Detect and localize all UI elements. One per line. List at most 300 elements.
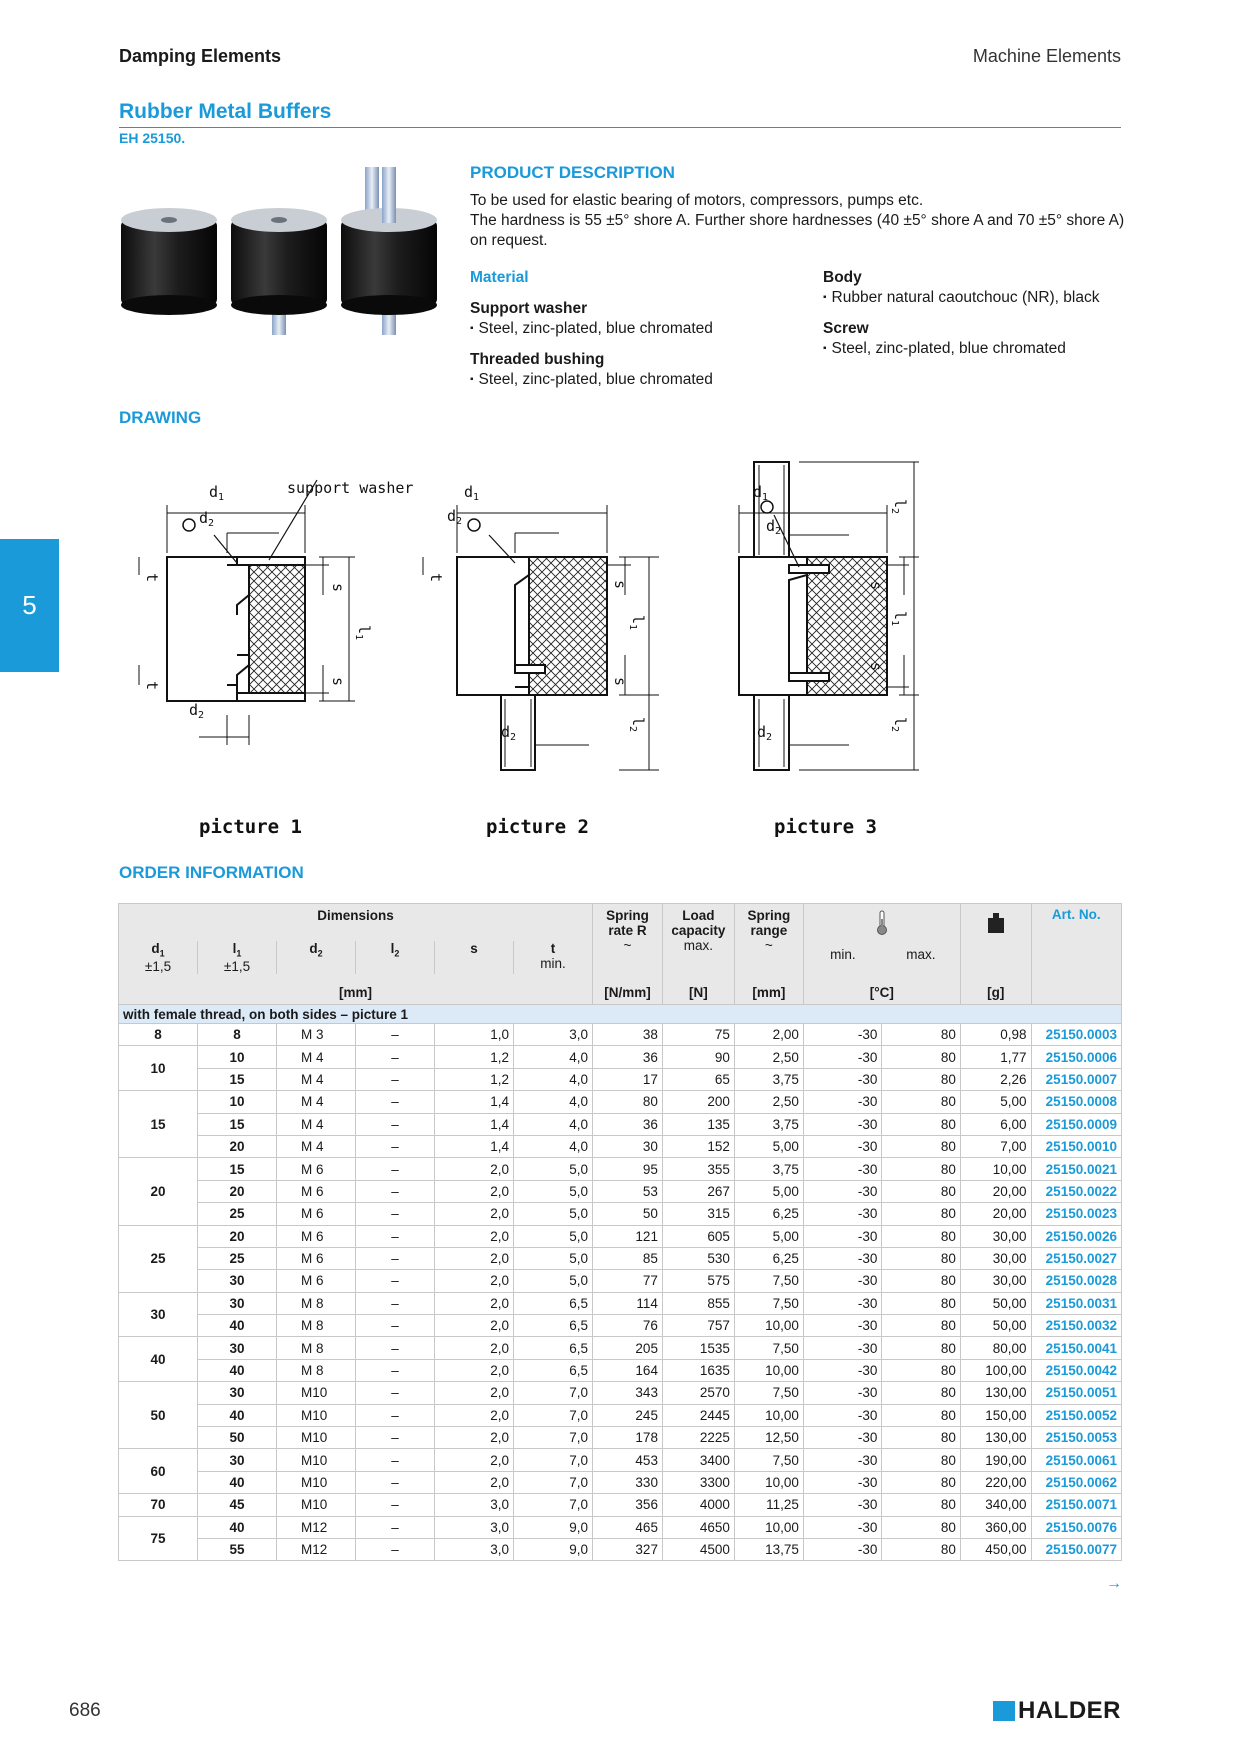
- cell-tmin: -30: [803, 1091, 882, 1113]
- cell-R: 30: [593, 1135, 663, 1157]
- header-art-no: Art. No.: [1031, 904, 1121, 1005]
- cell-s: 1,4: [435, 1113, 514, 1135]
- cell-range: 7,50: [734, 1382, 803, 1404]
- cell-t: 7,0: [514, 1449, 593, 1471]
- cell-art[interactable]: 25150.0010: [1031, 1135, 1121, 1157]
- cell-R: 205: [593, 1337, 663, 1359]
- cell-R: 38: [593, 1024, 663, 1046]
- cell-t: 5,0: [514, 1270, 593, 1292]
- section-header: Machine Elements: [972, 46, 1121, 66]
- cell-R: 327: [593, 1538, 663, 1560]
- cell-l2: –: [356, 1158, 435, 1180]
- cell-range: 10,00: [734, 1315, 803, 1337]
- unit-n: [N]: [689, 985, 708, 1000]
- material-column-right: [823, 268, 1123, 359]
- cell-d1: 60: [119, 1449, 198, 1494]
- cell-l1: 8: [198, 1024, 277, 1046]
- cell-d2: M 6: [277, 1247, 356, 1269]
- chapter-tab[interactable]: [0, 539, 59, 672]
- screw-value: ▪ Steel, zinc-plated, blue chromated: [823, 339, 1123, 359]
- cell-art[interactable]: 25150.0051: [1031, 1382, 1121, 1404]
- cell-F: 855: [662, 1292, 734, 1314]
- cell-F: 530: [662, 1247, 734, 1269]
- cell-R: 36: [593, 1046, 663, 1068]
- cell-g: 6,00: [960, 1113, 1031, 1135]
- label-l1-pic1: $l_1$: [353, 625, 373, 641]
- cell-range: 10,00: [734, 1404, 803, 1426]
- header-d1: $d_1$ ±1,5: [119, 941, 198, 974]
- table-row: [119, 1292, 1122, 1314]
- drawing-picture-2: [423, 505, 659, 770]
- header-d2: $d_2$: [277, 941, 356, 974]
- cell-d2: M 6: [277, 1180, 356, 1202]
- cell-range: 11,25: [734, 1494, 803, 1516]
- cell-g: 5,00: [960, 1091, 1031, 1113]
- label-l1-pic2: $l_1$: [627, 615, 647, 631]
- cell-tmax: 80: [882, 1538, 961, 1560]
- cell-g: 20,00: [960, 1180, 1031, 1202]
- cell-d2: M10: [277, 1404, 356, 1426]
- cell-l2: –: [356, 1046, 435, 1068]
- cell-l2: –: [356, 1292, 435, 1314]
- cell-tmin: -30: [803, 1068, 882, 1090]
- cell-art[interactable]: 25150.0032: [1031, 1315, 1121, 1337]
- cell-R: 356: [593, 1494, 663, 1516]
- cell-tmax: 80: [882, 1404, 961, 1426]
- cell-l2: –: [356, 1471, 435, 1493]
- cell-tmin: -30: [803, 1538, 882, 1560]
- cell-d2: M 6: [277, 1225, 356, 1247]
- cell-range: 12,50: [734, 1427, 803, 1449]
- load-max: max.: [683, 938, 714, 953]
- cell-l1: 10: [198, 1046, 277, 1068]
- cell-art[interactable]: 25150.0052: [1031, 1404, 1121, 1426]
- cell-art[interactable]: 25150.0053: [1031, 1427, 1121, 1449]
- label-d2-pic1-bottom: $d_2$: [189, 701, 205, 721]
- temp-min-header: min.: [830, 947, 856, 962]
- cell-R: 76: [593, 1315, 663, 1337]
- cell-F: 4500: [662, 1538, 734, 1560]
- brand-name: HALDER: [1018, 1697, 1121, 1724]
- next-page-arrow[interactable]: →: [1106, 1575, 1122, 1592]
- cell-tmax: 80: [882, 1225, 961, 1247]
- cell-l1: 50: [198, 1427, 277, 1449]
- cell-d2: M10: [277, 1494, 356, 1516]
- cell-tmax: 80: [882, 1158, 961, 1180]
- cell-d2: M 6: [277, 1203, 356, 1225]
- cell-art[interactable]: 25150.0006: [1031, 1046, 1121, 1068]
- cell-t: 7,0: [514, 1494, 593, 1516]
- cell-tmax: 80: [882, 1494, 961, 1516]
- thermometer-icon: [804, 904, 960, 939]
- cell-R: 77: [593, 1270, 663, 1292]
- cell-tmax: 80: [882, 1449, 961, 1471]
- cell-range: 5,00: [734, 1135, 803, 1157]
- label-s-pic1-top: s: [329, 583, 347, 593]
- table-row: [119, 1135, 1122, 1157]
- label-s-pic3-bottom: s: [867, 662, 885, 672]
- table-row: [119, 1068, 1122, 1090]
- cell-d2: M 4: [277, 1046, 356, 1068]
- product-photo: [119, 165, 449, 335]
- cell-range: 2,50: [734, 1091, 803, 1113]
- cell-s: 3,0: [435, 1516, 514, 1538]
- cell-R: 343: [593, 1382, 663, 1404]
- cell-range: 6,25: [734, 1247, 803, 1269]
- cell-F: 1535: [662, 1337, 734, 1359]
- cell-d2: M 6: [277, 1158, 356, 1180]
- cell-g: 130,00: [960, 1427, 1031, 1449]
- screw-label: Screw: [823, 320, 869, 337]
- cell-s: 2,0: [435, 1203, 514, 1225]
- cell-tmax: 80: [882, 1203, 961, 1225]
- cell-tmin: -30: [803, 1315, 882, 1337]
- table-row: [119, 1471, 1122, 1493]
- cell-t: 5,0: [514, 1158, 593, 1180]
- cell-g: 190,00: [960, 1449, 1031, 1471]
- cell-d1: 75: [119, 1516, 198, 1561]
- cell-tmin: -30: [803, 1292, 882, 1314]
- table-row: [119, 1180, 1122, 1202]
- cell-t: 6,5: [514, 1315, 593, 1337]
- cell-s: 2,0: [435, 1382, 514, 1404]
- cell-g: 450,00: [960, 1538, 1031, 1560]
- cell-F: 135: [662, 1113, 734, 1135]
- support-washer-value: ▪ Steel, zinc-plated, blue chromated: [470, 319, 800, 339]
- cell-tmin: -30: [803, 1225, 882, 1247]
- label-d2-pic3: $d_2$: [766, 517, 782, 537]
- cell-l2: –: [356, 1427, 435, 1449]
- label-t-pic2: t: [427, 573, 445, 583]
- cell-F: 75: [662, 1024, 734, 1046]
- cell-tmax: 80: [882, 1270, 961, 1292]
- cell-range: 5,00: [734, 1180, 803, 1202]
- cell-d2: M10: [277, 1427, 356, 1449]
- cell-d2: M10: [277, 1449, 356, 1471]
- cell-art[interactable]: 25150.0031: [1031, 1292, 1121, 1314]
- table-row: [119, 1247, 1122, 1269]
- cell-art[interactable]: 25150.0003: [1031, 1024, 1121, 1046]
- cell-tmax: 80: [882, 1024, 961, 1046]
- cell-d2: M 3: [277, 1024, 356, 1046]
- cell-F: 3300: [662, 1471, 734, 1493]
- cell-t: 7,0: [514, 1471, 593, 1493]
- label-d1-pic3: $d_1$: [753, 483, 769, 503]
- cell-art[interactable]: 25150.0008: [1031, 1091, 1121, 1113]
- cell-F: 2570: [662, 1382, 734, 1404]
- table-row: [119, 1046, 1122, 1068]
- label-l2-pic3-bottom: $l_2$: [889, 717, 909, 733]
- cell-tmin: -30: [803, 1270, 882, 1292]
- cell-g: 0,98: [960, 1024, 1031, 1046]
- cell-range: 7,50: [734, 1292, 803, 1314]
- halder-logo-mark: [993, 1701, 1015, 1721]
- cell-art[interactable]: 25150.0077: [1031, 1538, 1121, 1560]
- cell-t: 6,5: [514, 1337, 593, 1359]
- cell-F: 2445: [662, 1404, 734, 1426]
- cell-l1: 55: [198, 1538, 277, 1560]
- table-row: [119, 1270, 1122, 1292]
- cell-range: 2,50: [734, 1046, 803, 1068]
- cell-l1: 40: [198, 1359, 277, 1381]
- cell-l1: 40: [198, 1315, 277, 1337]
- cell-l1: 25: [198, 1247, 277, 1269]
- cell-g: 10,00: [960, 1158, 1031, 1180]
- cell-tmin: -30: [803, 1158, 882, 1180]
- cell-s: 1,4: [435, 1091, 514, 1113]
- cell-range: 10,00: [734, 1359, 803, 1381]
- cell-t: 4,0: [514, 1091, 593, 1113]
- cell-g: 30,00: [960, 1225, 1031, 1247]
- cell-l1: 25: [198, 1203, 277, 1225]
- cell-R: 80: [593, 1091, 663, 1113]
- cell-range: 6,25: [734, 1203, 803, 1225]
- header-spring-range: Spring range: [747, 908, 791, 938]
- chapter-number: 5: [22, 590, 37, 620]
- cell-R: 465: [593, 1516, 663, 1538]
- label-s-pic3-top: s: [867, 581, 885, 591]
- cell-art[interactable]: 25150.0021: [1031, 1158, 1121, 1180]
- label-d2-pic2: $d_2$: [447, 507, 463, 527]
- cell-art[interactable]: 25150.0061: [1031, 1449, 1121, 1471]
- cell-t: 5,0: [514, 1180, 593, 1202]
- cell-tmin: -30: [803, 1337, 882, 1359]
- cell-t: 5,0: [514, 1203, 593, 1225]
- cell-s: 2,0: [435, 1247, 514, 1269]
- cell-d2: M 4: [277, 1113, 356, 1135]
- cell-d1: 20: [119, 1158, 198, 1225]
- cell-R: 164: [593, 1359, 663, 1381]
- cell-d2: M12: [277, 1516, 356, 1538]
- cell-art[interactable]: 25150.0023: [1031, 1203, 1121, 1225]
- cell-R: 114: [593, 1292, 663, 1314]
- cell-art[interactable]: 25150.0009: [1031, 1113, 1121, 1135]
- unit-gram: [g]: [987, 985, 1005, 1000]
- picture-2-label: picture 2: [486, 816, 589, 838]
- cell-tmin: -30: [803, 1382, 882, 1404]
- cell-tmax: 80: [882, 1113, 961, 1135]
- cell-l2: –: [356, 1337, 435, 1359]
- header-spring-rate: Spring rate R: [606, 908, 649, 938]
- cell-s: 3,0: [435, 1494, 514, 1516]
- cell-tmax: 80: [882, 1292, 961, 1314]
- cell-s: 2,0: [435, 1337, 514, 1359]
- cell-t: 4,0: [514, 1068, 593, 1090]
- cell-l2: –: [356, 1247, 435, 1269]
- cell-l1: 40: [198, 1516, 277, 1538]
- cell-g: 50,00: [960, 1315, 1031, 1337]
- header-t: t min.: [540, 941, 566, 971]
- cell-d2: M 4: [277, 1091, 356, 1113]
- cell-t: 7,0: [514, 1427, 593, 1449]
- label-t-pic1-bottom: t: [143, 681, 161, 691]
- cell-R: 50: [593, 1203, 663, 1225]
- cell-R: 36: [593, 1113, 663, 1135]
- cell-s: 1,2: [435, 1046, 514, 1068]
- cell-l1: 30: [198, 1337, 277, 1359]
- table-row: [119, 1427, 1122, 1449]
- cell-art[interactable]: 25150.0071: [1031, 1494, 1121, 1516]
- cell-art[interactable]: 25150.0022: [1031, 1180, 1121, 1202]
- cell-t: 7,0: [514, 1382, 593, 1404]
- group-label: with female thread, on both sides – picture 1: [119, 1005, 1122, 1024]
- description-line-2: The hardness is 55 ±5° shore A. Further shore hardnesses (40 ±5° shore A and 70 ±5° shore A) on request.: [470, 212, 1125, 249]
- cell-range: 7,50: [734, 1449, 803, 1471]
- cell-d2: M 8: [277, 1359, 356, 1381]
- cell-l2: –: [356, 1315, 435, 1337]
- unit-mm-dimensions: [mm]: [339, 985, 372, 1000]
- cell-d1: 50: [119, 1382, 198, 1449]
- cell-range: 10,00: [734, 1516, 803, 1538]
- threaded-bushing-label: Threaded bushing: [470, 351, 605, 368]
- cell-R: 453: [593, 1449, 663, 1471]
- cell-F: 200: [662, 1091, 734, 1113]
- cell-g: 100,00: [960, 1359, 1031, 1381]
- cell-tmax: 80: [882, 1180, 961, 1202]
- header-l1: $l_1$ ±1,5: [198, 941, 277, 974]
- picture-1-label: picture 1: [199, 816, 302, 838]
- description-line-1: To be used for elastic bearing of motors, compressors, pumps etc.: [470, 192, 924, 209]
- cell-l2: –: [356, 1068, 435, 1090]
- cell-range: 5,00: [734, 1225, 803, 1247]
- cell-R: 245: [593, 1404, 663, 1426]
- cell-l1: 20: [198, 1180, 277, 1202]
- cell-tmin: -30: [803, 1516, 882, 1538]
- picture-3-label: picture 3: [774, 816, 877, 838]
- cell-range: 3,75: [734, 1068, 803, 1090]
- title-divider: [119, 127, 1121, 128]
- cell-tmax: 80: [882, 1247, 961, 1269]
- halder-logo: [993, 1697, 1121, 1725]
- cell-tmin: -30: [803, 1359, 882, 1381]
- cell-g: 7,00: [960, 1135, 1031, 1157]
- cell-F: 757: [662, 1315, 734, 1337]
- cell-l1: 10: [198, 1091, 277, 1113]
- cell-d1: 30: [119, 1292, 198, 1337]
- cell-l1: 20: [198, 1225, 277, 1247]
- cell-l2: –: [356, 1516, 435, 1538]
- cell-tmax: 80: [882, 1046, 961, 1068]
- cell-tmin: -30: [803, 1404, 882, 1426]
- unit-nmm: [N/mm]: [604, 985, 651, 1000]
- cell-s: 2,0: [435, 1158, 514, 1180]
- cell-F: 4000: [662, 1494, 734, 1516]
- cell-F: 605: [662, 1225, 734, 1247]
- unit-mm-range: [mm]: [752, 985, 786, 1000]
- cell-art[interactable]: 25150.0026: [1031, 1225, 1121, 1247]
- cell-l1: 30: [198, 1270, 277, 1292]
- cell-s: 3,0: [435, 1538, 514, 1560]
- cell-s: 2,0: [435, 1471, 514, 1493]
- cell-art[interactable]: 25150.0028: [1031, 1270, 1121, 1292]
- cell-g: 2,26: [960, 1068, 1031, 1090]
- cell-art[interactable]: 25150.0007: [1031, 1068, 1121, 1090]
- label-l2-pic3-top: $l_2$: [889, 499, 909, 515]
- cell-l2: –: [356, 1091, 435, 1113]
- cell-art[interactable]: 25150.0062: [1031, 1471, 1121, 1493]
- cell-art[interactable]: 25150.0076: [1031, 1516, 1121, 1538]
- cell-s: 2,0: [435, 1315, 514, 1337]
- cell-d2: M 4: [277, 1135, 356, 1157]
- cell-tmin: -30: [803, 1427, 882, 1449]
- cell-l2: –: [356, 1382, 435, 1404]
- cell-d2: M12: [277, 1538, 356, 1560]
- cell-l2: –: [356, 1404, 435, 1426]
- cell-tmax: 80: [882, 1091, 961, 1113]
- table-row: [119, 1158, 1122, 1180]
- table-row: [119, 1359, 1122, 1381]
- cell-art[interactable]: 25150.0041: [1031, 1337, 1121, 1359]
- cell-l2: –: [356, 1203, 435, 1225]
- cell-l2: –: [356, 1180, 435, 1202]
- order-information-heading: ORDER INFORMATION: [119, 863, 304, 882]
- label-l1-pic3: $l_1$: [889, 611, 909, 627]
- header-load-capacity: Load capacity: [671, 908, 726, 938]
- table-row: [119, 1113, 1122, 1135]
- cell-d2: M10: [277, 1382, 356, 1404]
- cell-R: 330: [593, 1471, 663, 1493]
- cell-d1: 8: [119, 1024, 198, 1046]
- cell-g: 50,00: [960, 1292, 1031, 1314]
- order-table: [118, 903, 1122, 1561]
- cell-s: 1,0: [435, 1024, 514, 1046]
- table-row: [119, 1404, 1122, 1426]
- cell-s: 2,0: [435, 1225, 514, 1247]
- threaded-bushing-value: ▪ Steel, zinc-plated, blue chromated: [470, 370, 800, 390]
- cell-s: 2,0: [435, 1427, 514, 1449]
- cell-t: 3,0: [514, 1024, 593, 1046]
- cell-d2: M 6: [277, 1270, 356, 1292]
- cell-t: 4,0: [514, 1135, 593, 1157]
- cell-g: 1,77: [960, 1046, 1031, 1068]
- cell-l2: –: [356, 1113, 435, 1135]
- cell-l2: –: [356, 1135, 435, 1157]
- cell-l2: –: [356, 1225, 435, 1247]
- cell-art[interactable]: 25150.0027: [1031, 1247, 1121, 1269]
- cell-s: 2,0: [435, 1359, 514, 1381]
- cell-g: 30,00: [960, 1247, 1031, 1269]
- header-l2: $l_2$: [356, 941, 435, 974]
- support-washer-label: Support washer: [470, 300, 588, 317]
- cell-t: 6,5: [514, 1292, 593, 1314]
- cell-l1: 40: [198, 1404, 277, 1426]
- cell-F: 2225: [662, 1427, 734, 1449]
- cell-l2: –: [356, 1449, 435, 1471]
- cell-s: 2,0: [435, 1270, 514, 1292]
- cell-l1: 20: [198, 1135, 277, 1157]
- label-d1-pic1: $d_1$: [209, 483, 225, 503]
- cell-l1: 15: [198, 1068, 277, 1090]
- cell-R: 17: [593, 1068, 663, 1090]
- cell-tmin: -30: [803, 1024, 882, 1046]
- cell-art[interactable]: 25150.0042: [1031, 1359, 1121, 1381]
- cell-tmin: -30: [803, 1247, 882, 1269]
- table-row: [119, 1337, 1122, 1359]
- body-value: ▪ Rubber natural caoutchouc (NR), black: [823, 288, 1123, 308]
- cell-d2: M10: [277, 1471, 356, 1493]
- cell-l2: –: [356, 1024, 435, 1046]
- cell-range: 13,75: [734, 1538, 803, 1560]
- cell-F: 4650: [662, 1516, 734, 1538]
- cell-tmin: -30: [803, 1046, 882, 1068]
- spring-rate-symbol: ~: [623, 938, 632, 953]
- cell-t: 4,0: [514, 1046, 593, 1068]
- cell-F: 315: [662, 1203, 734, 1225]
- drawing-picture-1: [139, 480, 355, 745]
- cell-tmax: 80: [882, 1427, 961, 1449]
- label-l2-pic2: $l_2$: [627, 717, 647, 733]
- cell-s: 2,0: [435, 1180, 514, 1202]
